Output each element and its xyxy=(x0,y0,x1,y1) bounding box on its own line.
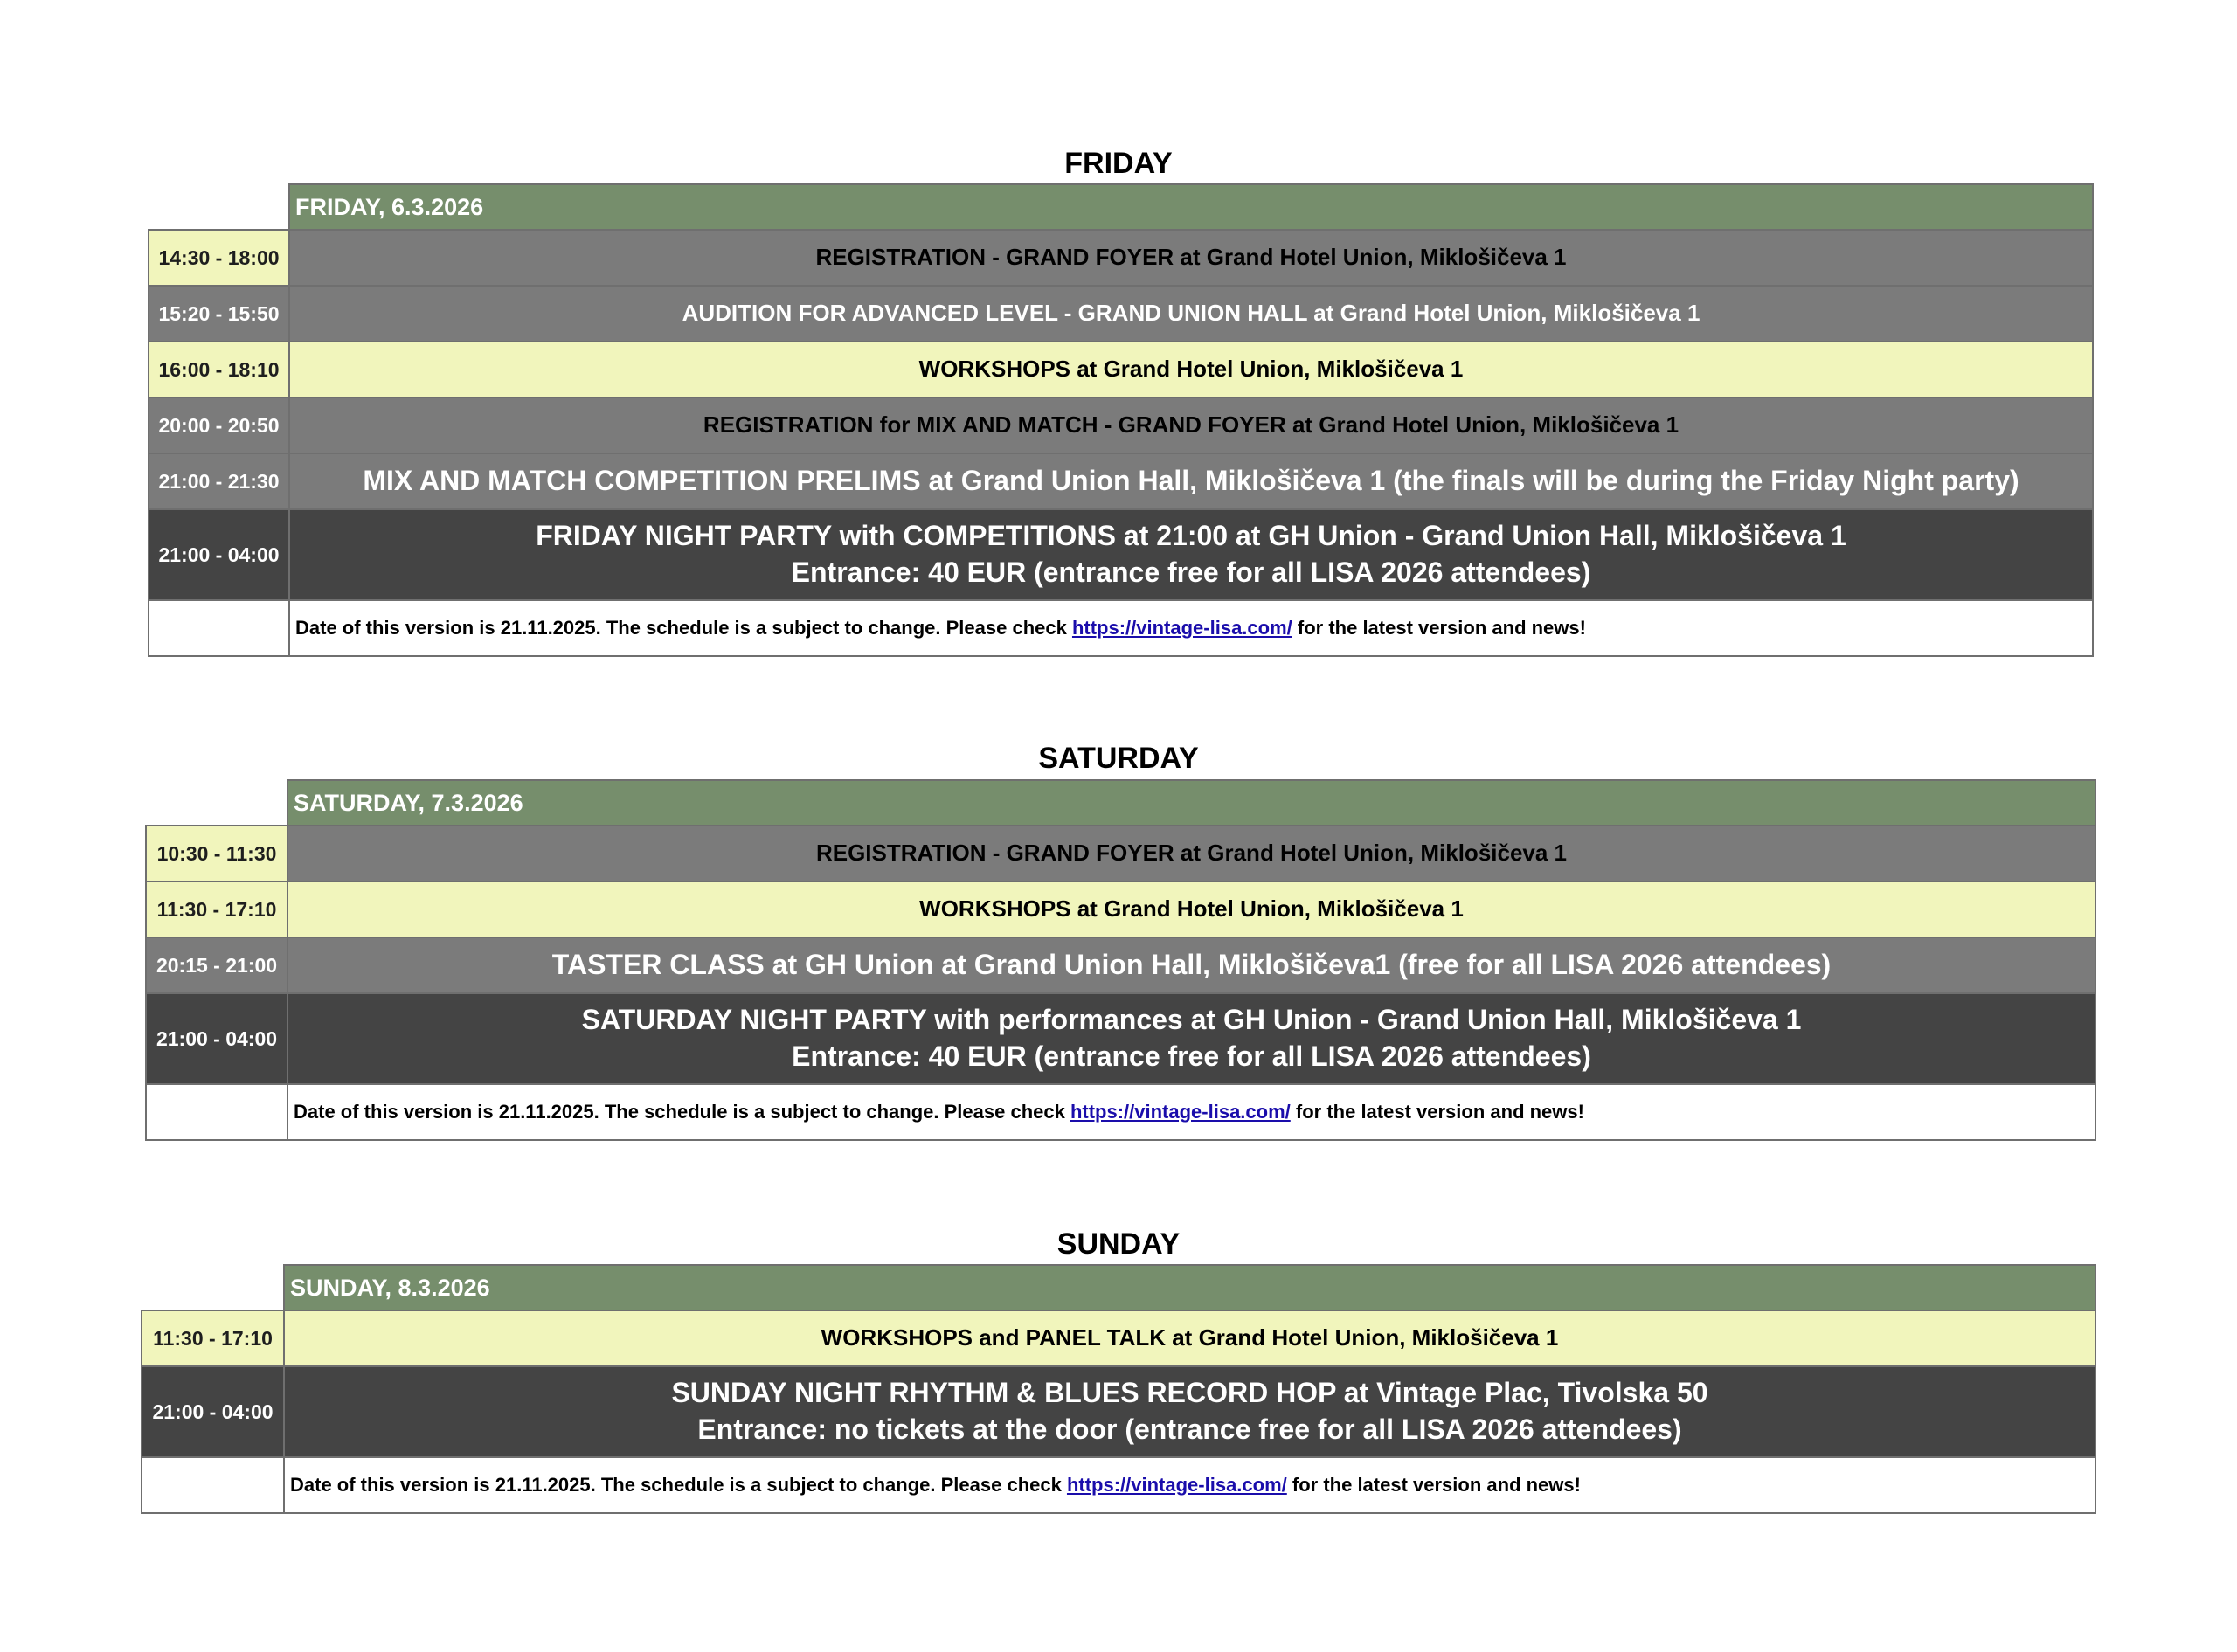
saturday-title: SATURDAY xyxy=(1038,742,1199,775)
sunday-title: SUNDAY xyxy=(1056,1227,1181,1261)
table-row xyxy=(146,826,2095,881)
event-cell: AUDITION FOR ADVANCED LEVEL - GRAND UNION HALL at Grand Hotel Union, Miklošičeva 1 xyxy=(289,286,2093,342)
table-row xyxy=(149,397,2093,453)
event-cell xyxy=(284,1366,2095,1457)
table-row xyxy=(149,230,2093,286)
website-link[interactable]: https://vintage-lisa.com/ xyxy=(1071,617,1292,639)
friday-schedule-table xyxy=(148,183,2094,657)
table-row xyxy=(149,342,2093,397)
table-row xyxy=(149,286,2093,342)
event-cell: REGISTRATION - GRAND FOYER at Grand Hotel Union, Miklošičeva 1 xyxy=(287,826,2095,881)
note-row xyxy=(149,600,2093,656)
time-cell: 10:30 - 11:30 xyxy=(146,826,287,881)
table-row xyxy=(142,1366,2095,1457)
time-cell: 16:00 - 18:10 xyxy=(149,342,289,397)
event-line: SUNDAY NIGHT RHYTHM & BLUES RECORD HOP at Vintage Plac, Tivolska 50 xyxy=(671,1377,1708,1409)
note-row xyxy=(142,1457,2095,1513)
time-cell: 21:00 - 04:00 xyxy=(146,993,287,1084)
table-corner xyxy=(146,780,287,826)
event-cell xyxy=(289,509,2093,600)
table-corner xyxy=(149,184,289,230)
entrance-line: Entrance: no tickets at the door (entrance free for all LISA 2026 attendees) xyxy=(697,1414,1682,1445)
note-text: Date of this version is 21.11.2025. The schedule is a subject to change. Please check xyxy=(295,617,1072,639)
version-note xyxy=(289,600,2093,656)
sunday-date-header: SUNDAY, 8.3.2026 xyxy=(284,1265,2095,1310)
event-cell: WORKSHOPS at Grand Hotel Union, Miklošičeva 1 xyxy=(289,342,2093,397)
website-link[interactable]: https://vintage-lisa.com/ xyxy=(1066,1474,1287,1496)
time-cell: 15:20 - 15:50 xyxy=(149,286,289,342)
time-cell: 11:30 - 17:10 xyxy=(142,1310,284,1366)
blank-cell xyxy=(149,600,289,656)
event-cell: WORKSHOPS and PANEL TALK at Grand Hotel Union, Miklošičeva 1 xyxy=(284,1310,2095,1366)
table-row xyxy=(149,453,2093,509)
sunday-schedule-table xyxy=(141,1264,2096,1514)
friday-title: FRIDAY xyxy=(1064,147,1173,180)
event-line: SATURDAY NIGHT PARTY with performances at GH Union - Grand Union Hall, Miklošičeva 1 xyxy=(581,1004,1802,1036)
event-cell: REGISTRATION - GRAND FOYER at Grand Hotel Union, Miklošičeva 1 xyxy=(289,230,2093,286)
event-cell xyxy=(287,993,2095,1084)
note-text: Date of this version is 21.11.2025. The schedule is a subject to change. Please check xyxy=(294,1101,1070,1123)
time-cell: 11:30 - 17:10 xyxy=(146,881,287,937)
time-cell: 21:00 - 04:00 xyxy=(149,509,289,600)
event-line: FRIDAY NIGHT PARTY with COMPETITIONS at 21:00 at GH Union - Grand Union Hall, Miklošičeva 1 xyxy=(536,520,1846,552)
saturday-date-header: SATURDAY, 7.3.2026 xyxy=(287,780,2095,826)
note-text: Date of this version is 21.11.2025. The schedule is a subject to change. Please check xyxy=(290,1474,1067,1496)
table-row xyxy=(146,993,2095,1084)
time-cell: 20:00 - 20:50 xyxy=(149,397,289,453)
table-row xyxy=(146,937,2095,993)
time-cell: 14:30 - 18:00 xyxy=(149,230,289,286)
event-cell: REGISTRATION for MIX AND MATCH - GRAND FOYER at Grand Hotel Union, Miklošičeva 1 xyxy=(289,397,2093,453)
table-row xyxy=(149,509,2093,600)
event-cell: TASTER CLASS at GH Union at Grand Union Hall, Miklošičeva1 (free for all LISA 2026 attendees) xyxy=(287,937,2095,993)
time-cell: 20:15 - 21:00 xyxy=(146,937,287,993)
note-text-end: for the latest version and news! xyxy=(1292,617,1586,639)
version-note xyxy=(287,1084,2095,1140)
event-cell: WORKSHOPS at Grand Hotel Union, Miklošičeva 1 xyxy=(287,881,2095,937)
entrance-line: Entrance: 40 EUR (entrance free for all LISA 2026 attendees) xyxy=(792,1040,1591,1072)
time-cell: 21:00 - 21:30 xyxy=(149,453,289,509)
blank-cell xyxy=(142,1457,284,1513)
note-row xyxy=(146,1084,2095,1140)
time-cell: 21:00 - 04:00 xyxy=(142,1366,284,1457)
friday-date-header: FRIDAY, 6.3.2026 xyxy=(289,184,2093,230)
table-row xyxy=(142,1310,2095,1366)
entrance-line: Entrance: 40 EUR (entrance free for all LISA 2026 attendees) xyxy=(791,556,1591,588)
note-text-end: for the latest version and news! xyxy=(1286,1474,1581,1496)
table-corner xyxy=(142,1265,284,1310)
note-text-end: for the latest version and news! xyxy=(1290,1101,1584,1123)
event-cell: MIX AND MATCH COMPETITION PRELIMS at Grand Union Hall, Miklošičeva 1 (the finals will be during the Friday Night party) xyxy=(289,453,2093,509)
blank-cell xyxy=(146,1084,287,1140)
version-note xyxy=(284,1457,2095,1513)
saturday-schedule-table xyxy=(145,779,2096,1141)
website-link[interactable]: https://vintage-lisa.com/ xyxy=(1070,1101,1291,1123)
table-row xyxy=(146,881,2095,937)
